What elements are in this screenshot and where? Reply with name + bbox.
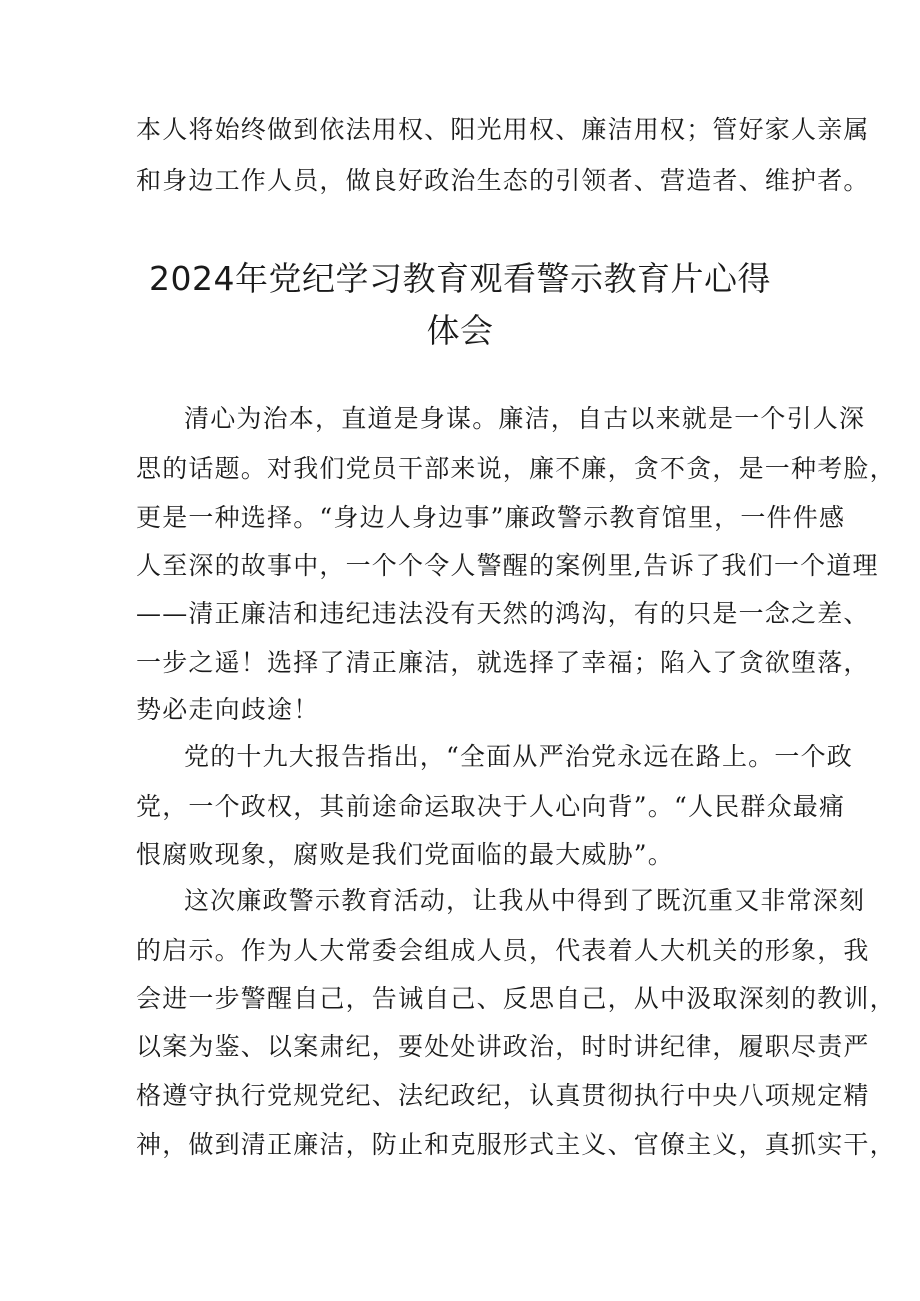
paragraph-line: 会进一步警醒自己，告诫自己、反思自己，从中汲取深刻的教训， — [136, 984, 896, 1013]
paragraph-line: 一步之遥！选择了清正廉洁，就选择了幸福；陷入了贪欲堕落， — [136, 648, 870, 677]
paragraph-line: 清心为治本，直道是身谋。廉洁，自古以来就是一个引人深 — [184, 404, 866, 433]
paragraph-line: 格遵守执行党规党纪、法纪政纪，认真贯彻执行中央八项规定精 — [136, 1081, 870, 1110]
paragraph-line: 党的十九大报告指出，“全面从严治党永远在路上。一个政 — [184, 742, 853, 771]
paragraph-line: 更是一种选择。“身边人身边事”廉政警示教育馆里，一件件感 — [136, 503, 846, 532]
paragraph-line: 党，一个政权，其前途命运取决于人心向背”。“人民群众最痛 — [136, 792, 846, 821]
paragraph-line: 人至深的故事中，一个个令人警醒的案例里,告诉了我们一个道理 — [136, 551, 879, 580]
paragraph-line: 势必走向歧途！ — [136, 695, 320, 724]
paragraph-line: 本人将始终做到依法用权、阳光用权、廉洁用权；管好家人亲属 — [136, 115, 870, 144]
paragraph-line: 恨腐败现象，腐败是我们党面临的最大威胁”。 — [136, 840, 674, 869]
paragraph-line: 以案为鉴、以案肃纪，要处处讲政治，时时讲纪律，履职尽责严 — [136, 1032, 870, 1061]
paragraph-line: 思的话题。对我们党员干部来说，廉不廉，贪不贪，是一种考脸， — [136, 454, 896, 483]
paragraph-line: 这次廉政警示教育活动，让我从中得到了既沉重又非常深刻 — [184, 886, 866, 915]
paragraph-line: 和身边工作人员，做良好政治生态的引领者、营造者、维护者。 — [136, 166, 870, 195]
document-title: 2024年党纪学习教育观看警示教育片心得 — [149, 259, 771, 298]
paragraph-line: ——清正廉洁和违纪违法没有天然的鸿沟，有的只是一念之差、 — [136, 599, 870, 628]
document-title-continued: 体会 — [426, 311, 494, 350]
paragraph-line: 神，做到清正廉洁，防止和克服形式主义、官僚主义，真抓实干， — [136, 1130, 896, 1159]
paragraph-line: 的启示。作为人大常委会组成人员，代表着人大机关的形象，我 — [136, 936, 870, 965]
